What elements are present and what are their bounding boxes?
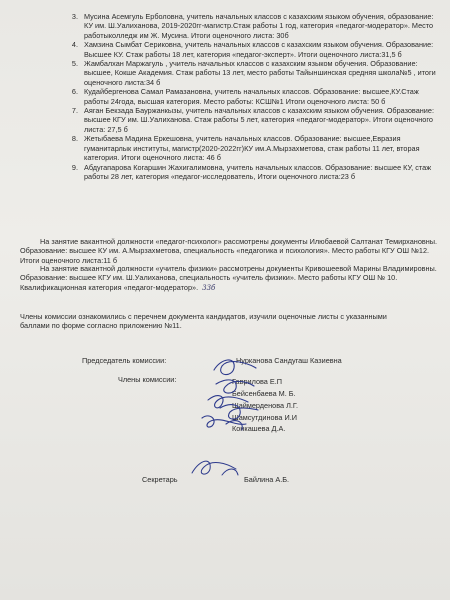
secretary-name: Байлина А.Б. — [244, 475, 290, 484]
item-text: Жамбалхан Маржагуль , учитель начальных классов с казахским языком обучения. Образование: высшее, Кокше Академия. Стаж работы 13 лет, место работы Тайыншинская средняя школа№5 , итоги оценочного листа:34 б — [84, 59, 436, 87]
item-number: 5. — [71, 59, 78, 69]
member-1: Гаврилова Е.П — [232, 377, 283, 386]
candidate-item — [20, 87, 438, 106]
item-number: 3. — [71, 12, 78, 21]
candidate-item — [20, 59, 438, 87]
physics-text: На занятие вакантной должности «учитель физики» рассмотрены документы Кривошеевой Марины Владимировны. Образование: высшее КГУ им. Ш.Уалиханова, специальность «учитель физики». Место работы КГУ ОШ № 10. Квалификационная категория «педагог-модератор». — [20, 264, 437, 292]
candidate-item — [20, 106, 438, 134]
item-number: 7. — [71, 106, 78, 116]
secretary-label: Секретарь — [142, 475, 178, 484]
item-text: Хамзина Сымбат Сериковна, учитель начальных классов с казахским языком обучения. Образование: Высшее КУ. Стаж работы 18 лет, категория «педагог-эксперт». Итоги оценочного листа:31,5 б — [84, 40, 434, 59]
secretary-signature-image — [182, 445, 262, 485]
member-2: Бейсенбаева М. Б. — [232, 389, 296, 398]
item-number: 9. — [71, 162, 78, 172]
members-note-text: Члены комиссии ознакомились с перечнем документа кандидатов, изучили оценочные листы с указанными баллами по форме согласно приложению №11. — [20, 312, 387, 331]
members-note — [20, 312, 400, 331]
candidate-item — [20, 134, 438, 162]
item-text: Мусина Асемгуль Ерболовна, учитель начальных классов с казахским языком обучения, образование: КУ им. Ш.Уалиханова, 2019-2020гг-магистр.Стаж работы 1 год, категория «педагог-модератор». Место работыколледж им Ж. Мусина. Итоги оценочного листа: 30б — [84, 12, 434, 40]
item-text: Аяган Бекзада Бауржанкызы, учитель начальных классов с казахским языком обучения. Образование: высшее КГУ им. Ш.Уалиханова. Стаж работы 5 лет, категория «педагог-модератор». Итоги оценочного листа: 27,5 б — [84, 106, 434, 134]
chair-label: Председатель комиссии: — [82, 356, 167, 365]
members-label: Члены комиссии: — [118, 375, 177, 384]
psychologist-text: На занятие вакантной должности «педагог-психолог» рассмотрены документы Илюбаевой Салтанат Темирхановны. Образование: высшее КУ им. А.Мырзахметова, специальность «педагогика и психология». Место работы КГУ ОШ №12. Итоги оценочного листа:11 б — [20, 237, 438, 265]
item-number: 4. — [71, 40, 78, 50]
physics-paragraph — [20, 264, 438, 293]
item-text: Кудайбергенова Самал Рамазановна, учитель начальных классов. Образование: высшее,КУ.Стаж работы 24года, высшая категория. Место работы: КСШ№1 Итоги оценочного листа: 50 б — [84, 87, 419, 106]
member-3: Шаймерденова Л.Г. — [232, 401, 298, 410]
chair-name: Нурканова Сандугаш Казиевна — [236, 356, 342, 365]
item-text: Абдугапарова Когаршин Жахигалимовна, учитель начальных классов. Образование: высшее КУ, стаж работы 28 лет, категория «педагог-исследователь, Итоги оценочного листа:23 б — [84, 162, 432, 181]
item-text: Жетыбаева Мадина Еркешовна, учитель начальных классов. Образование: высшее,Евразия гуманитарлык институты, магистр(2020-2022гг)КУ им.А.Мырзахметова, стаж работы 11 лет, вторая категория. Итоги оценочного листа: 46 б — [84, 134, 420, 163]
psychologist-paragraph — [20, 237, 438, 265]
candidate-item — [20, 40, 438, 59]
members-signatures-image — [196, 348, 286, 438]
candidate-list — [20, 12, 438, 181]
item-number: 6. — [71, 87, 78, 97]
candidate-item — [20, 163, 438, 182]
item-number: 8. — [71, 134, 78, 144]
handwritten-score: 33б — [202, 283, 216, 292]
member-4: Шамсутдинова И.И — [232, 413, 297, 422]
candidate-item — [20, 12, 438, 40]
member-5: Конкашева Д.А. — [232, 424, 286, 433]
